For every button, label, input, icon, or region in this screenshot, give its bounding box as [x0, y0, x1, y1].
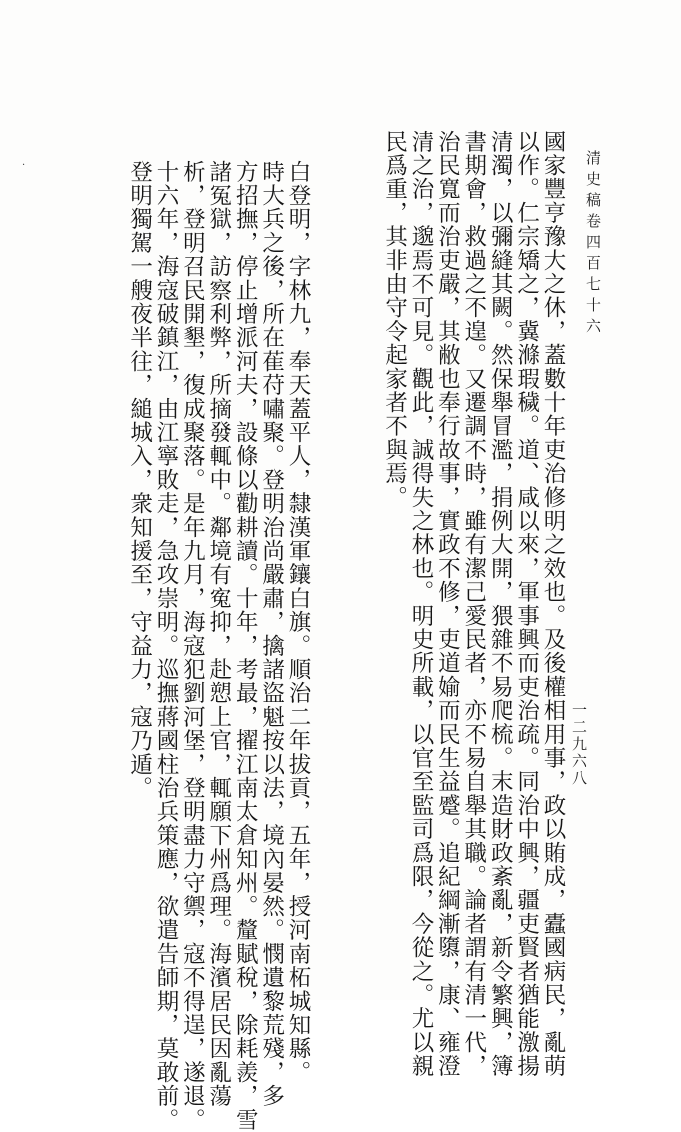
- preface-column: 書期會，救過之不遑。又遷調不時，雖有潔己愛民者，亦不易自舉其職。論者謂有清一代，: [460, 130, 487, 1078]
- biography-column: 十六年，海寇破鎮江，由江寧敗走，急攻崇明。巡撫蔣國柱治兵策應，欲遣告師期，莫敢前。: [152, 160, 179, 1132]
- stray-mark: ·: [22, 160, 26, 171]
- preface-column: 國家豐亨豫大之休，蓋數十年吏治修明之效也。及後權相用事，政以賄成，蠹國病民，亂萌: [540, 130, 566, 1078]
- preface-column: 治民寬而治吏嚴，其敝也奉行故事，實政不修，吏道媮而民生益蹙。追紀綱漸隳，康、雍澄: [434, 130, 461, 1078]
- biography-text: [126, 160, 311, 1132]
- biography-column: 諸冤獄，訪察利弊，所摘發輒中。鄰境有寃抑，赴愬上官，輒願下州爲理。海濱居民因亂蕩: [205, 160, 232, 1108]
- preface-column: 民爲重，其非由守令起家者不與焉。: [381, 130, 408, 510]
- biography-column: 白登明，字林九，奉天蓋平人，隸漢軍鑲白旗。順治二年拔貢，五年，授河南柘城知縣。: [285, 160, 311, 1085]
- preface-column: 清濁，以彌縫其闕。然保舉冒濫，捐例大開，猥雜不易爬梳。末造財政紊亂，新令繁興，簿: [487, 130, 514, 1078]
- biography-column: 析，登明召民開墾，復成聚落。是年九月，海寇犯劉河堡，登明盡力守禦，寇不得逞，遂退。: [179, 160, 206, 1132]
- running-header-title: 清史稿卷四百七十六: [584, 150, 602, 339]
- preface-text: [381, 130, 566, 1078]
- page-number: 一二九六八: [570, 702, 588, 787]
- biography-column: 登明獨駕一艘夜半往，縋城入，衆知援至，守益力，寇乃遁。: [126, 160, 153, 800]
- preface-column: 以作。仁宗矯之，冀滌瑕穢。道、咸以來，軍事興而吏治疏。同治中興，疆吏賢者猶能激揚: [513, 130, 540, 1078]
- preface-column: 清之治，邈焉不可見。觀此，誠得失之林也。明史所載，以官至監司爲限，今從之。尤以親: [407, 130, 434, 1078]
- biography-column: 時大兵之後，所在萑苻嘯聚。登明治尚嚴肅，擒諸盜魁按以法，境內晏然。憫遺黎荒殘，多: [258, 160, 285, 1108]
- biography-column: 方招撫，停止增派河夫，設條以勸耕讀。十年，考最，擢江南太倉知州。釐賦稅，除耗羨，雪: [232, 160, 259, 1132]
